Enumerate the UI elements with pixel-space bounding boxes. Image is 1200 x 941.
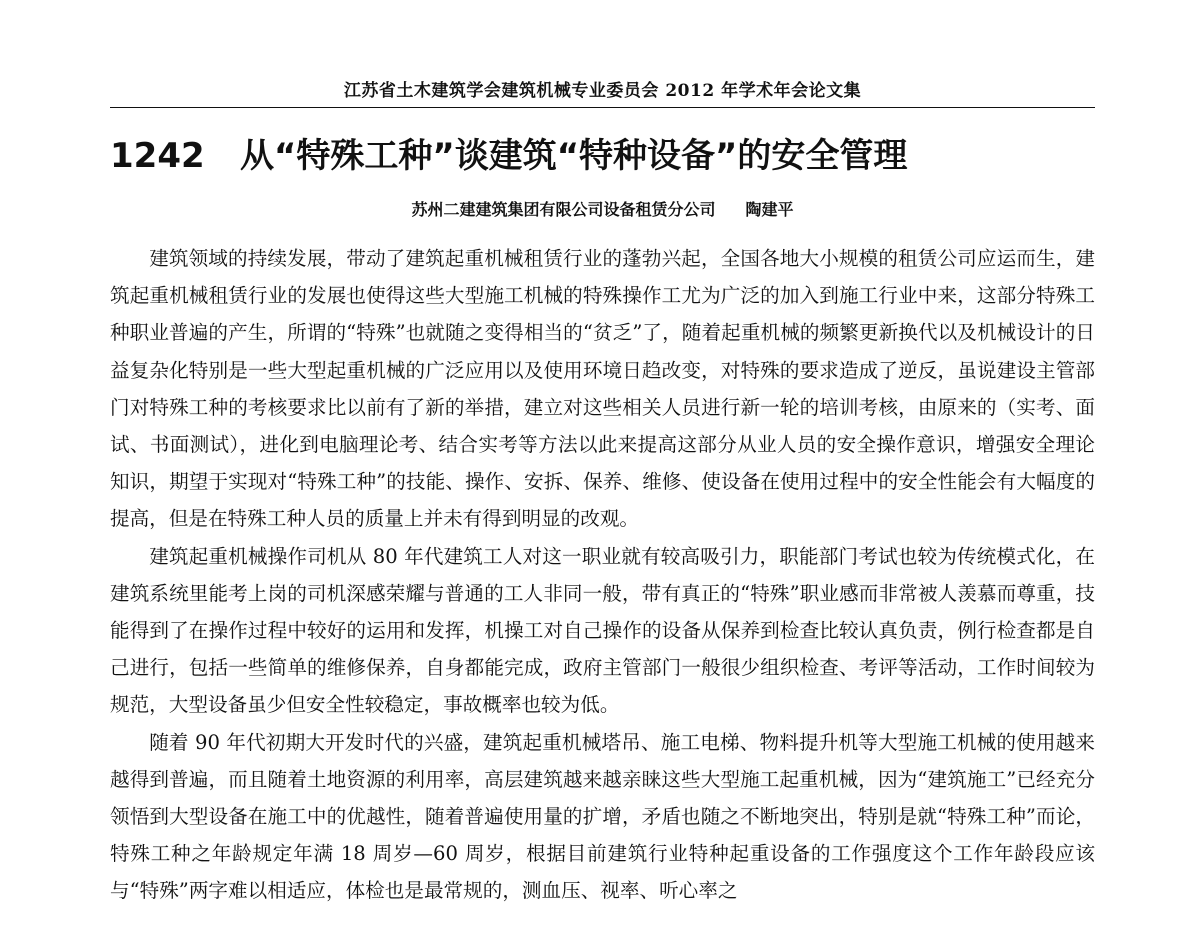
paper-number: 1242	[110, 136, 205, 176]
paper-title-text: 从“特殊工种”谈建筑“特种设备”的安全管理	[240, 136, 908, 176]
byline	[110, 198, 1095, 222]
paper-title	[110, 132, 1095, 180]
header-rule	[110, 107, 1095, 108]
paragraph: 随着 90 年代初期大开发时代的兴盛，建筑起重机械塔吊、施工电梯、物料提升机等大型施工机械的使用越来越得到普遍，而且随着土地资源的利用率，高层建筑越来越亲睐这些大型施工起重机械，因为“建筑施工”已经充分领悟到大型设备在施工中的优越性，随着普遍使用量的扩增，矛盾也随之不断地突出，特别是就“特殊工种”而论，特殊工种之年龄规定年满 18 周岁—60 周岁，根据目前建筑行业特种起重设备的工作强度这个工作年龄段应该与“特殊”两字难以相适应，体检也是最常规的，测血压、视率、听心率之	[110, 730, 1095, 903]
body-text	[110, 240, 1095, 910]
paragraph: 建筑起重机械操作司机从 80 年代建筑工人对这一职业就有较高吸引力，职能部门考试也较为传统模式化，在建筑系统里能考上岗的司机深感荣耀与普通的工人非同一般，带有真正的“特殊”职业感而非常被人羡慕而尊重，技能得到了在操作过程中较好的运用和发挥，机操工对自己操作的设备从保养到检查比较认真负责，例行检查都是自己进行，包括一些简单的维修保养，自身都能完成，政府主管部门一般很少组织检查、考评等活动，工作时间较为规范，大型设备虽少但安全性较稳定，事故概率也较为低。	[110, 544, 1095, 717]
paragraph: 建筑领域的持续发展，带动了建筑起重机械租赁行业的蓬勃兴起，全国各地大小规模的租赁公司应运而生，建筑起重机械租赁行业的发展也使得这些大型施工机械的特殊操作工尤为广泛的加入到施工行业中来，这部分特殊工种职业普遍的产生，所谓的“特殊”也就随之变得相当的“贫乏”了，随着起重机械的频繁更新换代以及机械设计的日益复杂化特别是一些大型起重机械的广泛应用以及使用环境日趋改变，对特殊的要求造成了逆反，虽说建设主管部门对特殊工种的考核要求比以前有了新的举措，建立对这些相关人员进行新一轮的培训考核，由原来的（实考、面试、书面测试），进化到电脑理论考、结合实考等方法以此来提高这部分从业人员的安全操作意识，增强安全理论知识，期望于实现对“特殊工种”的技能、操作、安拆、保养、维修、使设备在使用过程中的安全性能会有大幅度的提高，但是在特殊工种人员的质量上并未有得到明显的改观。	[110, 247, 1095, 531]
author: 陶建平	[745, 200, 794, 219]
affiliation: 苏州二建建筑集团有限公司设备租赁分公司	[411, 200, 716, 219]
running-header: 江苏省土木建筑学会建筑机械专业委员会 2012 年学术年会论文集	[343, 81, 862, 101]
